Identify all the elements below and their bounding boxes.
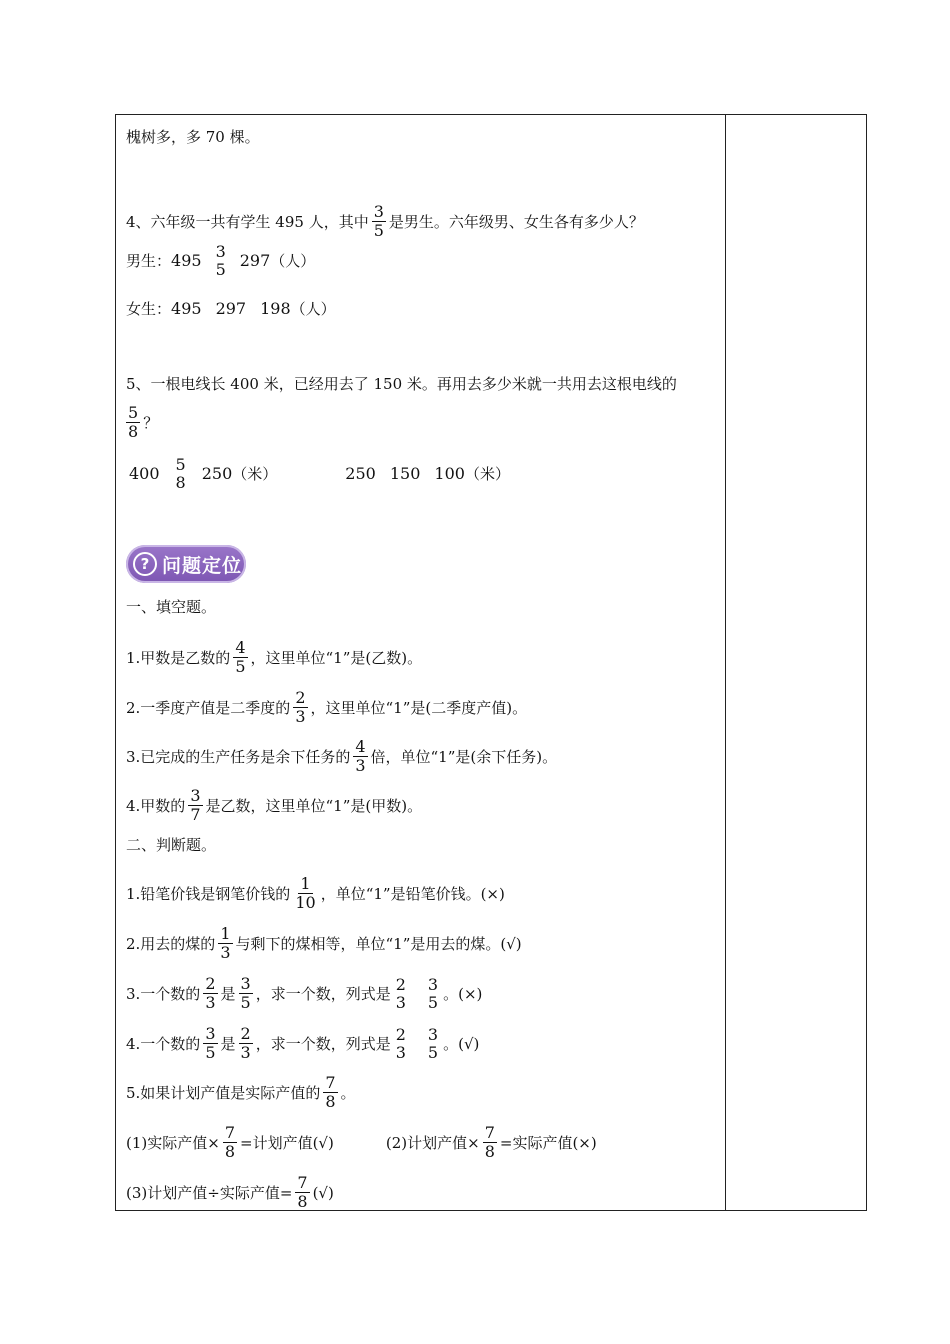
- item-text-mid: ，求一个数，列式是: [255, 1034, 391, 1053]
- numerator: 7: [224, 1123, 236, 1142]
- item-text-post: ，单位“1”是铅笔价钱。(×): [320, 884, 505, 903]
- numerator: 2: [395, 974, 406, 994]
- fraction: [188, 787, 202, 824]
- numerator: 3: [427, 1024, 439, 1044]
- q5-text: 5、一根电线长 400 米，已经用去了 150 米。再用去多少米就一共用去这根电线的: [126, 375, 677, 393]
- numerator: 7: [484, 1123, 495, 1142]
- fraction: [223, 1124, 237, 1161]
- calc-value: 495: [171, 251, 202, 270]
- judge-item-5-parts: [126, 1124, 597, 1161]
- item-text-post: 。(√): [443, 1034, 480, 1053]
- judge-item-1: [126, 875, 505, 912]
- fraction: [353, 738, 367, 775]
- item-text-post: =计划产值(√): [240, 1133, 334, 1152]
- denominator: 8: [297, 1192, 308, 1211]
- item-text-pre: (2)计划产值×: [385, 1133, 480, 1152]
- calc-result: 250: [201, 464, 233, 483]
- fraction: [203, 1025, 217, 1062]
- denominator: 3: [355, 756, 366, 775]
- section-2-title: [126, 835, 216, 855]
- numerator: 2: [240, 1024, 251, 1043]
- fraction: [126, 404, 140, 441]
- denominator: 7: [190, 805, 201, 824]
- denominator: 5: [235, 657, 246, 676]
- fraction: [239, 1025, 253, 1062]
- denominator: 8: [175, 473, 186, 492]
- denominator: 8: [224, 1142, 236, 1161]
- calc-value: 250: [345, 464, 376, 483]
- denominator: 5: [205, 1043, 216, 1062]
- denominator: 8: [325, 1092, 336, 1111]
- item-text-post: ，这里单位“1”是(二季度产值)。: [310, 698, 528, 717]
- continued-text: [126, 127, 260, 147]
- question-5: [126, 374, 677, 394]
- main-column: [116, 115, 725, 1210]
- section-title: 二、判断题。: [126, 836, 217, 854]
- fill-item-2: [126, 689, 527, 726]
- fraction: [394, 976, 408, 1012]
- fraction: [295, 1174, 309, 1211]
- q4-text-post: 是男生。六年级男、女生各有多少人？: [388, 212, 644, 231]
- denominator: 3: [240, 1043, 251, 1062]
- question-5-cont: [126, 404, 158, 441]
- numerator: 7: [297, 1173, 308, 1192]
- judge-item-5: [126, 1074, 356, 1111]
- numerator: 3: [240, 974, 251, 993]
- judge-item-2: [126, 925, 522, 962]
- fraction: [483, 1124, 497, 1161]
- calc-result: 100: [434, 464, 465, 483]
- fraction: [233, 639, 247, 676]
- numerator: 1: [220, 924, 231, 943]
- column-divider: [725, 115, 726, 1210]
- fraction: [293, 689, 307, 726]
- numerator: 4: [235, 638, 246, 657]
- calc-value: 495: [171, 299, 202, 318]
- judge-item-4: [126, 1025, 479, 1062]
- numerator: 2: [205, 974, 216, 993]
- item-text-mid: ，求一个数，列式是: [255, 984, 391, 1003]
- item-text-pre: 2.一季度产值是二季度的: [126, 698, 291, 717]
- fraction: [426, 1026, 440, 1062]
- denominator: 8: [128, 422, 139, 441]
- section-title: 一、填空题。: [126, 598, 217, 616]
- numerator: 7: [325, 1073, 336, 1092]
- unit: （人）: [290, 300, 336, 318]
- item-text-post: 。: [340, 1083, 356, 1102]
- item-text-pre: 3.一个数的: [126, 984, 201, 1003]
- denominator: 5: [215, 260, 226, 279]
- item-text-post: (√): [312, 1183, 334, 1202]
- fraction: [174, 456, 188, 492]
- item-text-pre: 3.已完成的生产任务是余下任务的: [126, 747, 351, 766]
- fraction: [426, 976, 440, 1012]
- numerator: 3: [205, 1024, 216, 1043]
- numerator: 5: [128, 403, 139, 422]
- denominator: 5: [240, 993, 251, 1012]
- denominator: 5: [427, 1042, 439, 1062]
- numerator: 3: [215, 242, 226, 261]
- calc-result: 297: [239, 251, 271, 270]
- item-text-mid: 是: [220, 984, 236, 1003]
- question-4: [126, 203, 644, 240]
- numerator: 2: [295, 688, 306, 707]
- judge-item-5-part3: [126, 1174, 334, 1211]
- fill-item-1: [126, 639, 422, 676]
- q5-calc: [129, 456, 510, 492]
- item-text-post: ，这里单位“1”是(乙数)。: [250, 648, 423, 667]
- fraction: [372, 203, 386, 240]
- item-text-post: =实际产值(×): [499, 1133, 597, 1152]
- section-1-title: [126, 597, 216, 617]
- fill-item-3: [126, 738, 557, 775]
- fraction: [214, 243, 228, 279]
- item-text-pre: 5.如果计划产值是实际产值的: [126, 1083, 321, 1102]
- item-text-pre: (1)实际产值×: [126, 1133, 220, 1152]
- denominator: 3: [395, 1042, 406, 1062]
- badge-label: 问题定位: [162, 554, 243, 577]
- item-text-pre: 1.铅笔价钱是钢笔价钱的: [126, 884, 291, 903]
- continued-sentence: 槐树多，多 70 棵。: [126, 128, 260, 146]
- denominator: 3: [205, 993, 216, 1012]
- calc-value: 297: [215, 299, 247, 318]
- question-mark: ？: [143, 413, 159, 432]
- q4-girls-calc: [126, 299, 336, 319]
- numerator: 2: [395, 1024, 406, 1044]
- question-mark-icon: ?: [133, 552, 157, 576]
- denominator: 3: [220, 943, 231, 962]
- item-text-pre: 1.甲数是乙数的: [126, 648, 231, 667]
- fraction: [394, 1026, 408, 1062]
- numerator: 3: [427, 974, 439, 994]
- denominator: 10: [295, 893, 316, 912]
- calc-value: 400: [129, 464, 160, 483]
- numerator: 4: [355, 737, 366, 756]
- fill-item-4: [126, 787, 422, 824]
- calc-value: 150: [389, 464, 421, 483]
- fraction: [218, 925, 232, 962]
- fraction: [203, 975, 217, 1012]
- numerator: 5: [175, 455, 186, 474]
- fraction: [293, 875, 317, 912]
- unit: （米）: [464, 465, 510, 483]
- judge-item-3: [126, 975, 482, 1012]
- section-badge: [126, 545, 246, 583]
- calc-result: 198: [260, 299, 291, 318]
- boys-label: 男生：: [126, 252, 172, 270]
- denominator: 3: [295, 707, 306, 726]
- item-text-post: 。(×): [443, 984, 483, 1003]
- fraction: [239, 975, 253, 1012]
- denominator: 8: [484, 1142, 495, 1161]
- item-text-post: 倍，单位“1”是(余下任务)。: [370, 747, 558, 766]
- item-text-post: 与剩下的煤相等，单位“1”是用去的煤。(√): [235, 934, 522, 953]
- item-text-pre: 4.甲数的: [126, 796, 186, 815]
- item-text-mid: 是: [220, 1034, 236, 1053]
- girls-label: 女生：: [126, 300, 172, 318]
- q4-boys-calc: [126, 243, 315, 279]
- fraction: [323, 1074, 337, 1111]
- item-text-pre: 2.用去的煤的: [126, 934, 216, 953]
- denominator: 3: [395, 992, 406, 1012]
- unit: （米）: [232, 465, 278, 483]
- denominator: 5: [373, 221, 384, 240]
- worksheet-table: [115, 114, 867, 1211]
- q4-text-pre: 4、六年级一共有学生 495 人，其中: [126, 212, 369, 231]
- numerator: 3: [190, 786, 201, 805]
- item-text-post: 是乙数，这里单位“1”是(甲数)。: [205, 796, 423, 815]
- numerator: 3: [373, 202, 384, 221]
- item-text-pre: 4.一个数的: [126, 1034, 201, 1053]
- denominator: 5: [427, 992, 439, 1012]
- numerator: 1: [300, 874, 311, 893]
- item-text-pre: (3)计划产值÷实际产值=: [126, 1183, 293, 1202]
- unit: （人）: [270, 252, 316, 270]
